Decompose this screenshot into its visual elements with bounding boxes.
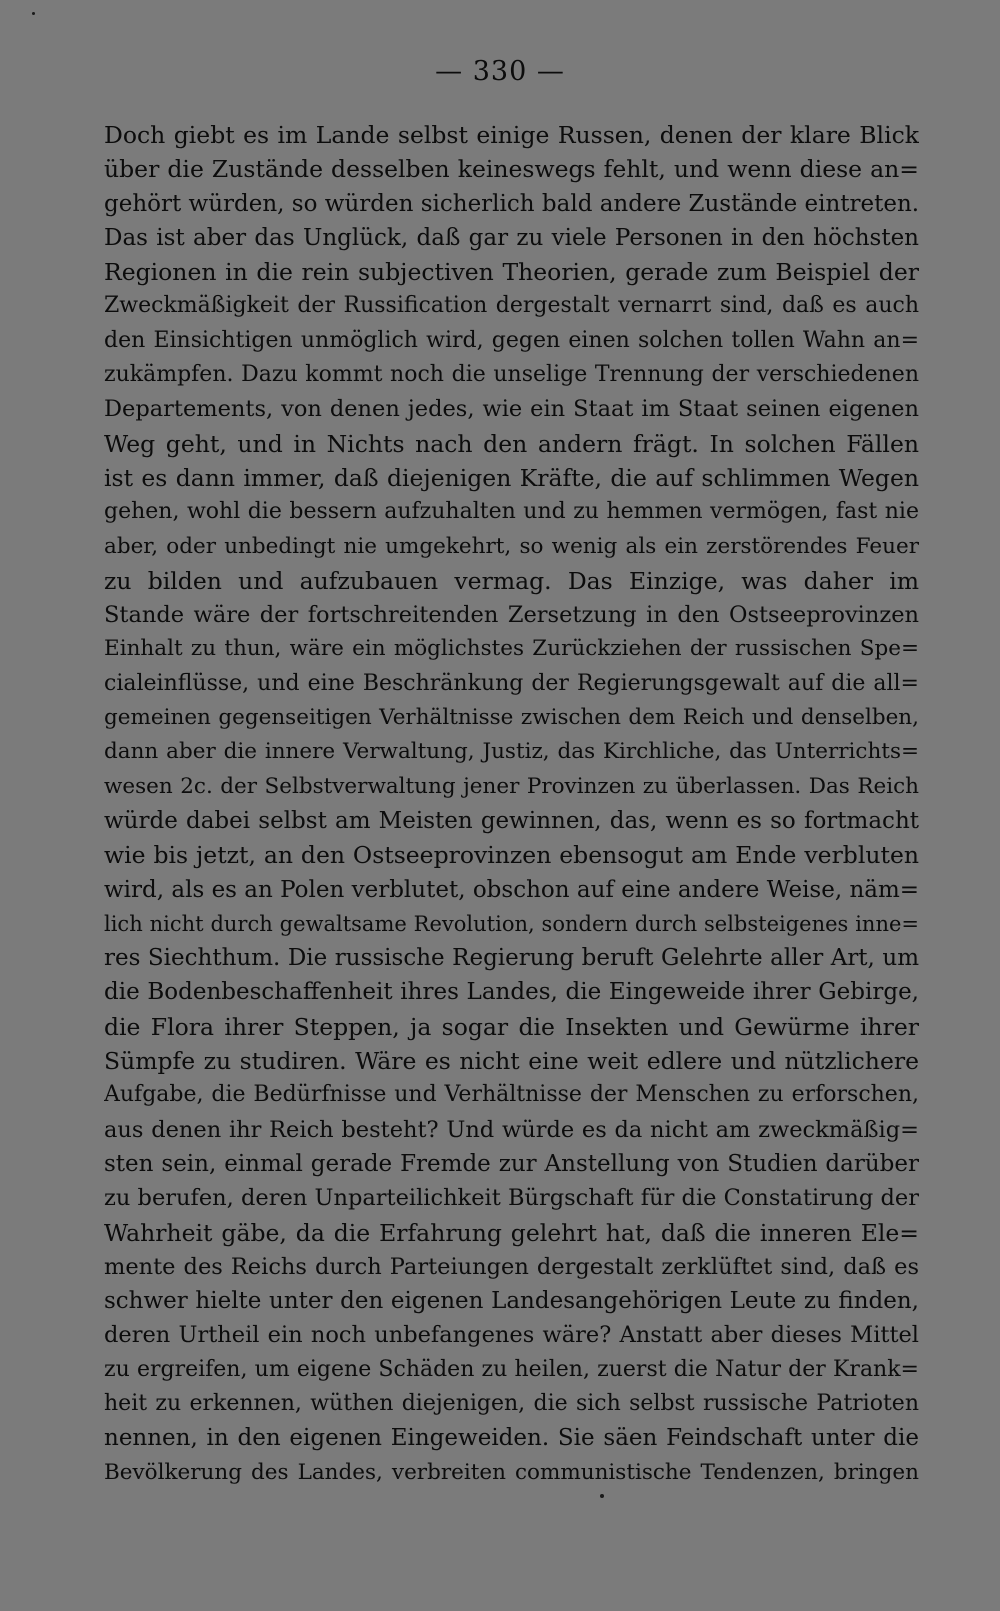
- text-line: Zweckmäßigkeit der Russification dergestalt vernarrt sind, daß es auch: [104, 293, 919, 319]
- body-text: [104, 118, 919, 1490]
- text-line: gehört würden, so würden sicherlich bald andere Zustände eintreten.: [104, 190, 919, 217]
- text-line: cialeinflüsse, und eine Beschränkung der Regierungsgewalt auf die all=: [104, 670, 919, 696]
- text-line: zu ergreifen, um eigene Schäden zu heilen, zuerst die Natur der Krank=: [104, 1356, 919, 1382]
- text-line: zu berufen, deren Unparteilichkeit Bürgschaft für die Constatirung der: [104, 1185, 919, 1212]
- text-line: Aufgabe, die Bedürfnisse und Verhältnisse der Menschen zu erforschen,: [104, 1082, 919, 1108]
- page-number: — 330 —: [435, 56, 565, 87]
- text-line: Stande wäre der fortschreitenden Zersetzung in den Ostseeprovinzen: [104, 602, 919, 629]
- text-line: wie bis jetzt, an den Ostseeprovinzen ebensogut am Ende verbluten: [104, 841, 919, 870]
- text-line: Weg geht, und in Nichts nach den andern frägt. In solchen Fällen: [104, 429, 919, 458]
- text-line: deren Urtheil ein noch unbefangenes wäre? Anstatt aber dieses Mittel: [104, 1322, 919, 1349]
- text-line: die Bodenbeschaffenheit ihres Landes, die Eingeweide ihrer Gebirge,: [104, 979, 919, 1006]
- text-line: dann aber die innere Verwaltung, Justiz, das Kirchliche, das Unterrichts=: [104, 739, 919, 765]
- text-line: schwer hielte unter den eigenen Landesangehörigen Leute zu finden,: [104, 1288, 919, 1315]
- text-line: Doch giebt es im Lande selbst einige Russen, denen der klare Blick: [104, 121, 919, 149]
- text-line: ist es dann immer, daß diejenigen Kräfte, die auf schlimmen Wegen: [104, 463, 919, 492]
- text-line: Departements, von denen jedes, wie ein Staat im Staat seinen eigenen: [104, 396, 919, 423]
- text-line: sten sein, einmal gerade Fremde zur Anstellung von Studien darüber: [104, 1150, 919, 1177]
- text-line: wesen 2c. der Selbstverwaltung jener Provinzen zu überlassen. Das Reich: [104, 773, 919, 799]
- text-line: zukämpfen. Dazu kommt noch die unselige Trennung der verschiedenen: [104, 362, 919, 388]
- text-line: lich nicht durch gewaltsame Revolution, sondern durch selbsteigenes inne=: [104, 911, 919, 936]
- text-line: wird, als es an Polen verblutet, obschon auf eine andere Weise, näm=: [104, 876, 919, 903]
- text-line: aber, oder unbedingt nie umgekehrt, so wenig als ein zerstörendes Feuer: [104, 533, 919, 559]
- text-line: aus denen ihr Reich besteht? Und würde es da nicht am zweckmäßig=: [104, 1116, 919, 1143]
- text-line: Sümpfe zu studiren. Wäre es nicht eine weit edlere und nützlichere: [104, 1047, 919, 1076]
- text-line: die Flora ihrer Steppen, ja sogar die Insekten und Gewürme ihrer: [104, 1012, 919, 1041]
- text-line: würde dabei selbst am Meisten gewinnen, das, wenn es so fortmacht: [104, 807, 919, 834]
- text-line: mente des Reichs durch Parteiungen dergestalt zerklüftet sind, daß es: [104, 1253, 919, 1280]
- print-speck: [600, 1494, 604, 1498]
- text-line: res Siechthum. Die russische Regierung beruft Gelehrte aller Art, um: [104, 945, 919, 972]
- text-line: nennen, in den eigenen Eingeweiden. Sie säen Feindschaft unter die: [104, 1425, 919, 1452]
- text-line: Bevölkerung des Landes, verbreiten communistische Tendenzen, bringen: [104, 1459, 919, 1485]
- text-line: gemeinen gegenseitigen Verhältnisse zwischen dem Reich und denselben,: [104, 705, 919, 731]
- print-speck: [32, 12, 35, 15]
- text-line: Das ist aber das Unglück, daß gar zu viele Personen in den höchsten: [104, 224, 919, 251]
- text-line: Einhalt zu thun, wäre ein möglichstes Zurückziehen der russischen Spe=: [104, 636, 919, 662]
- text-line: heit zu erkennen, wüthen diejenigen, die sich selbst russische Patrioten: [104, 1390, 919, 1416]
- text-line: gehen, wohl die bessern aufzuhalten und zu hemmen vermögen, fast nie: [104, 499, 919, 525]
- text-line: den Einsichtigen unmöglich wird, gegen einen solchen tollen Wahn an=: [104, 327, 919, 353]
- text-line: zu bilden und aufzubauen vermag. Das Einzige, was daher im: [104, 566, 919, 595]
- text-line: Regionen in die rein subjectiven Theorien, gerade zum Beispiel der: [104, 258, 919, 287]
- text-line: über die Zustände desselben keineswegs fehlt, und wenn diese an=: [104, 155, 919, 184]
- text-line: Wahrheit gäbe, da die Erfahrung gelehrt hat, daß die inneren Ele=: [104, 1218, 919, 1247]
